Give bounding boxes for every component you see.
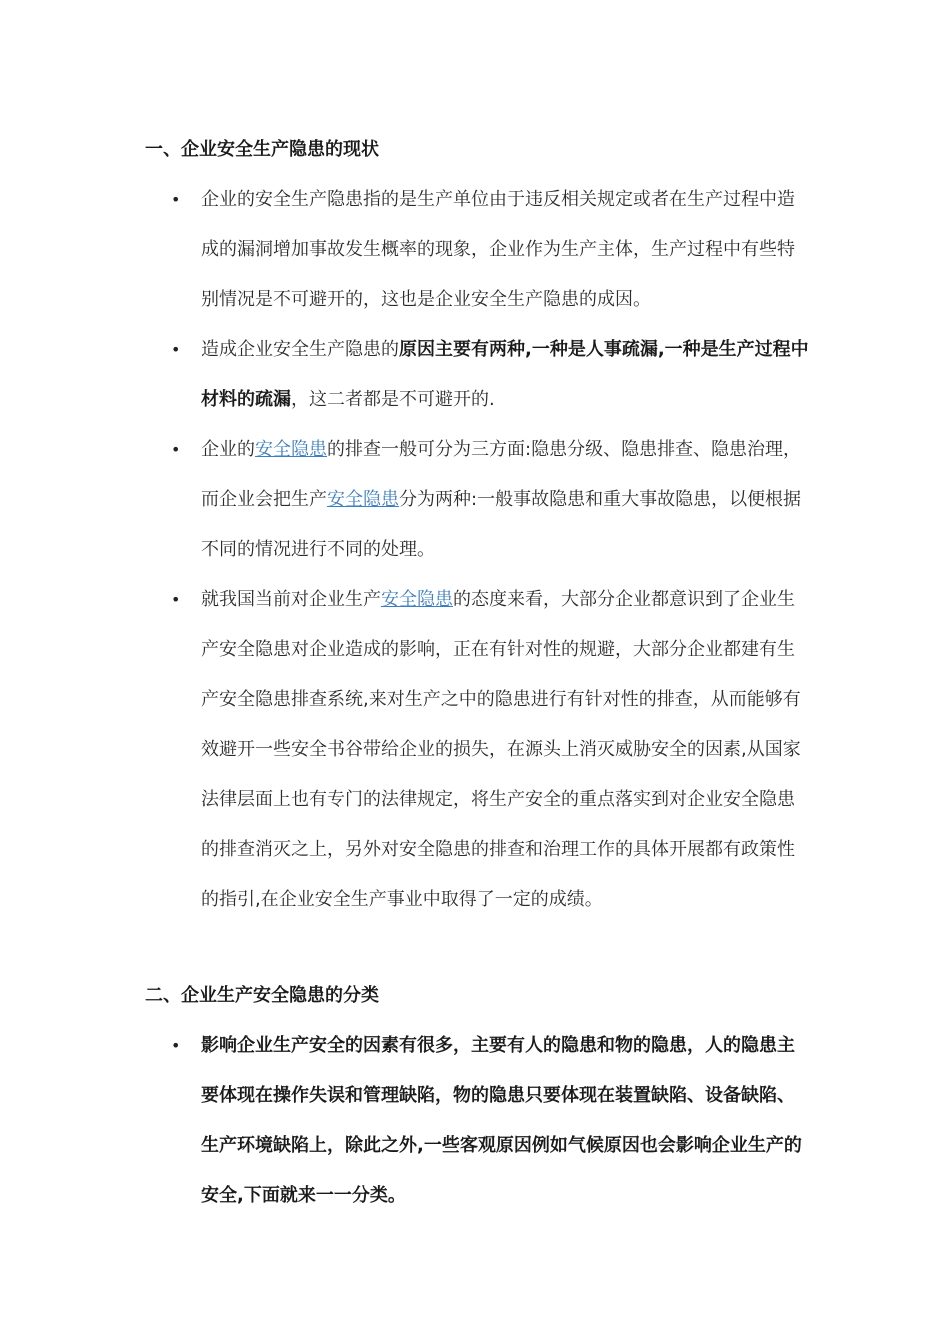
list-item (0, 425, 811, 575)
bold-text-segment: 影响企业生产安全的因素有很多，主要有人的隐患和物的隐患，人的隐患主要体现在操作失误和管理缺陷，物的隐患只要体现在装置缺陷、设备缺陷、生产环境缺陷上，除此之外,一些客观原因例如气候原因也会影响企业生产的安全,下面就来一一分类。 (201, 1035, 802, 1206)
list-item-text (201, 1021, 811, 1221)
text-segment: ，这二者都是不可避开的. (291, 389, 495, 410)
text-segment: 企业的 (201, 439, 255, 460)
bullet-list-1 (0, 175, 950, 925)
bullet-dot-icon: • (171, 1036, 181, 1055)
link-safety-hazard[interactable]: 安全隐患 (327, 489, 399, 510)
text-segment: 企业的安全生产隐患指的是生产单位由于违反相关规定或者在生产过程中造成的漏洞增加事故发生概率的现象，企业作为生产主体，生产过程中有些特别情况是不可避开的，这也是企业安全生产隐患的成因。 (201, 189, 795, 310)
bullet-dot-icon: • (171, 340, 181, 359)
text-segment: 的态度来看，大部分企业都意识到了企业生产安全隐患对企业造成的影响，正在有针对性的规避，大部分企业都建有生产安全隐患排查系统,来对生产之中的隐患进行有针对性的排查，从而能够有效避开一些安全书谷带给企业的损失，在源头上消灭威胁安全的因素,从国家法律层面上也有专门的法律规定，将生产安全的重点落实到对企业安全隐患的排查消灭之上，另外对安全隐患的排查和治理工作的具体开展都有政策性的指引,在企业安全生产事业中取得了一定的成绩。 (201, 589, 801, 910)
text-segment: 就我国当前对企业生产 (201, 589, 381, 610)
text-segment: 造成企业安全生产隐患的 (201, 339, 399, 360)
link-safety-hazard[interactable]: 安全隐患 (255, 439, 327, 460)
link-safety-hazard[interactable]: 安全隐患 (381, 589, 453, 610)
bullet-dot-icon: • (171, 190, 181, 209)
list-item-text (201, 325, 811, 425)
text-segment: 的排查一般可分为三方面:隐患分级、隐患排查、隐患治理，而企业会把生产 (201, 439, 802, 510)
list-item (0, 175, 811, 325)
bold-text-segment: 原因主要有两种,一种是人事疏漏,一种是生产过程中材料的疏漏 (201, 339, 809, 410)
list-item (0, 325, 811, 425)
bullet-dot-icon: • (171, 590, 181, 609)
bullet-list-2 (0, 1021, 950, 1221)
section-heading-2: 二、企业生产安全隐患的分类 (145, 985, 379, 1006)
list-item (0, 1021, 811, 1221)
list-item-text (201, 425, 811, 575)
list-item (0, 575, 811, 925)
section-heading-1: 一、企业安全生产隐患的现状 (145, 139, 379, 160)
bullet-dot-icon: • (171, 440, 181, 459)
list-item-text (201, 575, 811, 925)
list-item-text (201, 175, 811, 325)
text-segment: 分为两种:一般事故隐患和重大事故隐患，以便根据不同的情况进行不同的处理。 (201, 489, 802, 560)
